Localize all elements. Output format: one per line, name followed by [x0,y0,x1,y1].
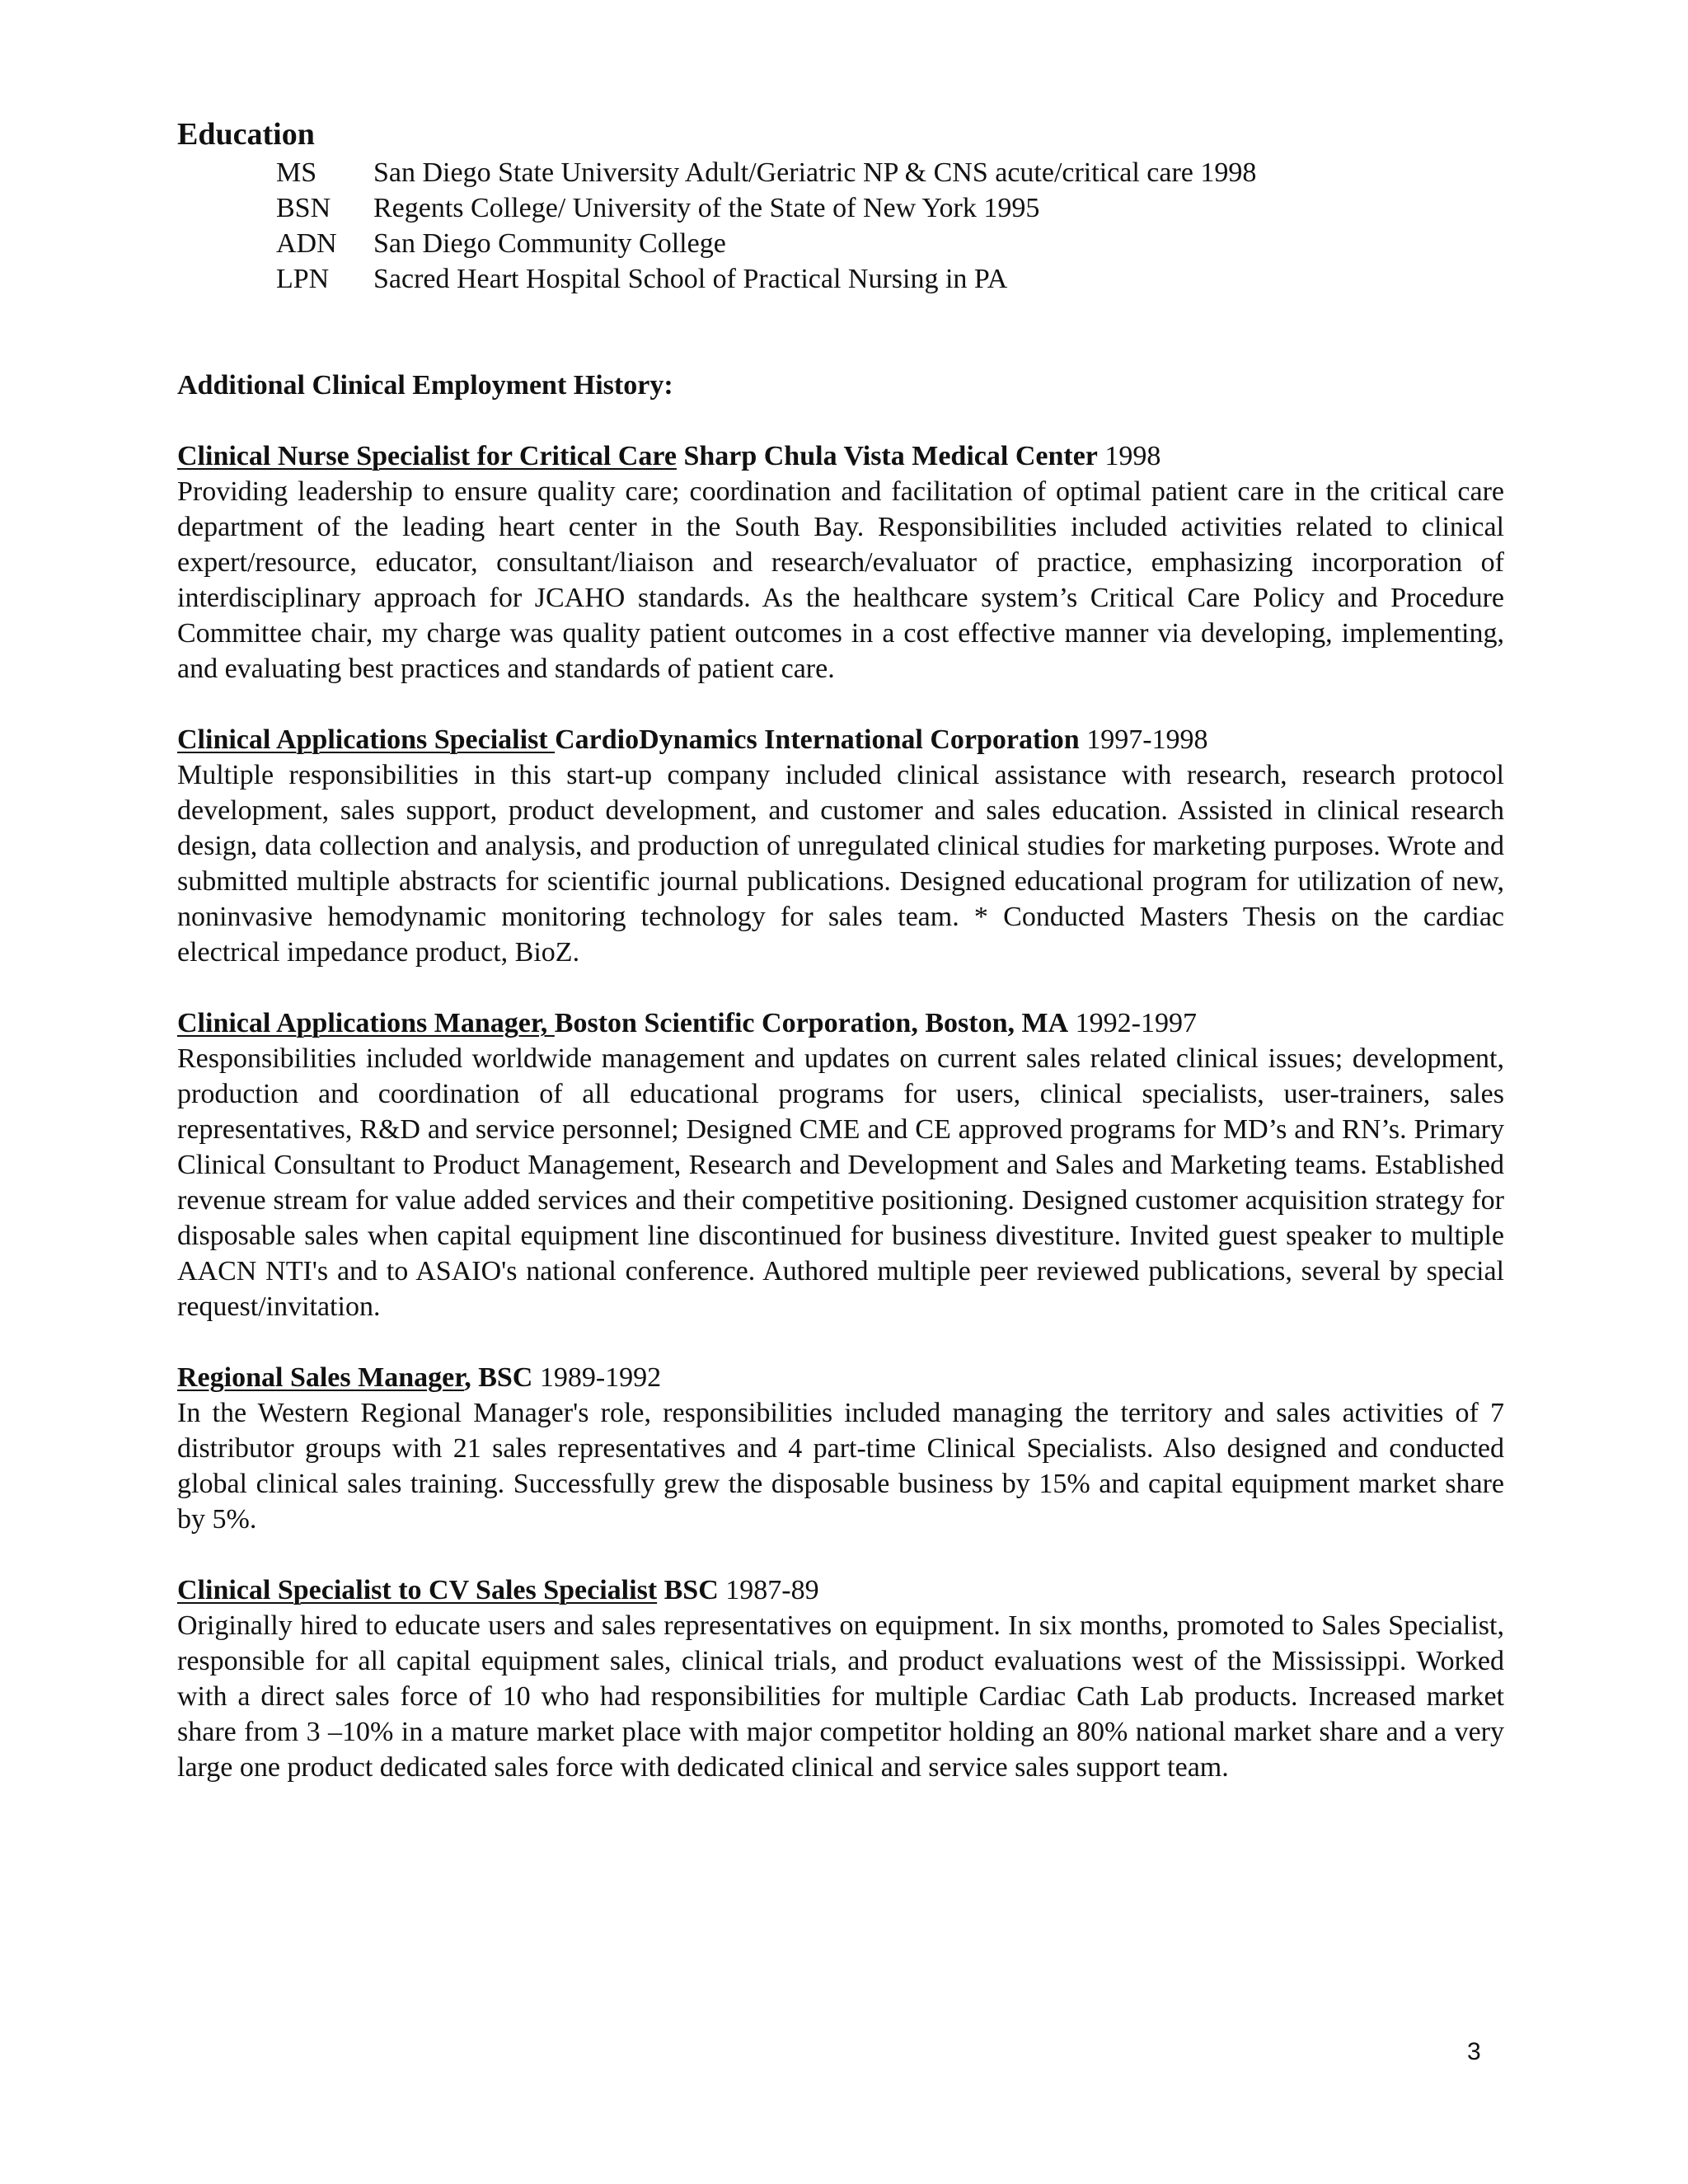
page-number: 3 [1467,2038,1481,2065]
job-entry [177,722,1504,970]
education-degree: LPN [276,264,330,294]
job-years: 1998 [1097,441,1161,471]
job-organization: CardioDynamics International Corporation [555,724,1080,755]
job-description: Providing leadership to ensure quality care; coordination and facilitation of optimal patient care in the critical care department of the leading heart center in the South Bay. Responsibilities included activities related to clinical expert/resource, educator, consultant/liaison and research/evaluator of practice, emphasizing incorporation of interdisciplinary approach for JCAHO standards. As the healthcare system’s Critical Care Policy and Procedure Committee chair, my charge was quality patient outcomes in a cost effective manner via developing, implementing, and evaluating best practices and standards of patient care. [177,476,1504,684]
job-years: 1997-1998 [1079,724,1208,755]
job-header [177,722,1504,757]
education-degree: BSN [276,193,331,223]
job-header [177,1005,1504,1041]
job-organization: Sharp Chula Vista Medical Center [676,441,1098,471]
job-title: Clinical Nurse Specialist for Critical Care [177,441,677,471]
education-detail: San Diego State University Adult/Geriatric NP & CNS acute/critical care 1998 [373,157,1257,188]
education-degree: MS [276,157,317,188]
job-entry [177,1360,1504,1537]
job-entry [177,438,1504,687]
resume-page [177,115,1504,1821]
employment-list [177,438,1504,1785]
education-item [177,190,1504,226]
job-header [177,1572,1504,1608]
education-detail: Sacred Heart Hospital School of Practical Nursing in PA [373,264,1008,294]
job-header [177,1360,1504,1395]
job-description: Multiple responsibilities in this start-up company included clinical assistance with research, research protocol development, sales support, product development, and customer and sales education. Assisted in clinical research design, data collection and analysis, and production of unregulated clinical studies for marketing purposes. Wrote and submitted multiple abstracts for scientific journal publications. Designed educational program for utilization of new, noninvasive hemodynamic monitoring technology for sales team. * Conducted Masters Thesis on the cardiac electrical impedance product, BioZ. [177,760,1504,968]
education-section [177,115,1504,297]
education-detail: Regents College/ University of the State of New York 1995 [373,193,1040,223]
job-description: Responsibilities included worldwide management and updates on current sales related clinical issues; development, production and coordination of all educational programs for users, clinical specialists, user-trainers, sales representatives, R&D and service personnel; Designed CME and CE approved programs for MD’s and RN’s. Primary Clinical Consultant to Product Management, Research and Development and Sales and Marketing teams. Established revenue stream for value added services and their competitive positioning. Designed customer acquisition strategy for disposable sales when capital equipment line discontinued for business divestiture. Invited guest speaker to multiple AACN NTI's and to ASAIO's national conference. Authored multiple peer reviewed publications, several by special request/invitation. [177,1043,1504,1322]
job-title: Clinical Specialist to CV Sales Specialist [177,1575,658,1605]
job-entry [177,1572,1504,1785]
employment-history-heading: Additional Clinical Employment History: [177,370,673,401]
job-years: 1992-1997 [1068,1008,1197,1038]
job-title: Regional Sales Manager [177,1362,465,1393]
education-item [177,155,1504,190]
education-item [177,226,1504,261]
job-years: 1989-1992 [532,1362,662,1393]
job-description: In the Western Regional Manager's role, responsibilities included managing the territory and sales activities of 7 distributor groups with 21 sales representatives and 4 part-time Clinical Specialists. Also designed and conducted global clinical sales training. Successfully grew the disposable business by 15% and capital equipment market share by 5%. [177,1398,1504,1535]
education-item [177,261,1504,297]
job-organization: Boston Scientific Corporation, Boston, MA [554,1008,1069,1038]
job-years: 1987-89 [718,1575,819,1605]
job-title: Clinical Applications Specialist [177,724,556,755]
education-degree: ADN [276,228,337,259]
job-entry [177,1005,1504,1324]
job-organization: BSC [657,1575,719,1605]
job-header [177,438,1504,474]
education-detail: San Diego Community College [373,228,726,259]
job-title: Clinical Applications Manager, [177,1008,555,1038]
education-heading: Education [177,117,315,152]
job-organization: , BSC [464,1362,533,1393]
education-list [177,155,1504,297]
job-description: Originally hired to educate users and sales representatives on equipment. In six months, promoted to Sales Specialist, responsible for all capital equipment sales, clinical trials, and product evaluations west of the Mississippi. Worked with a direct sales force of 10 who had responsibilities for multiple Cardiac Cath Lab products. Increased market share from 3 –10% in a mature market place with major competitor holding an 80% national market share and a very large one product dedicated sales force with dedicated clinical and service sales support team. [177,1610,1504,1783]
